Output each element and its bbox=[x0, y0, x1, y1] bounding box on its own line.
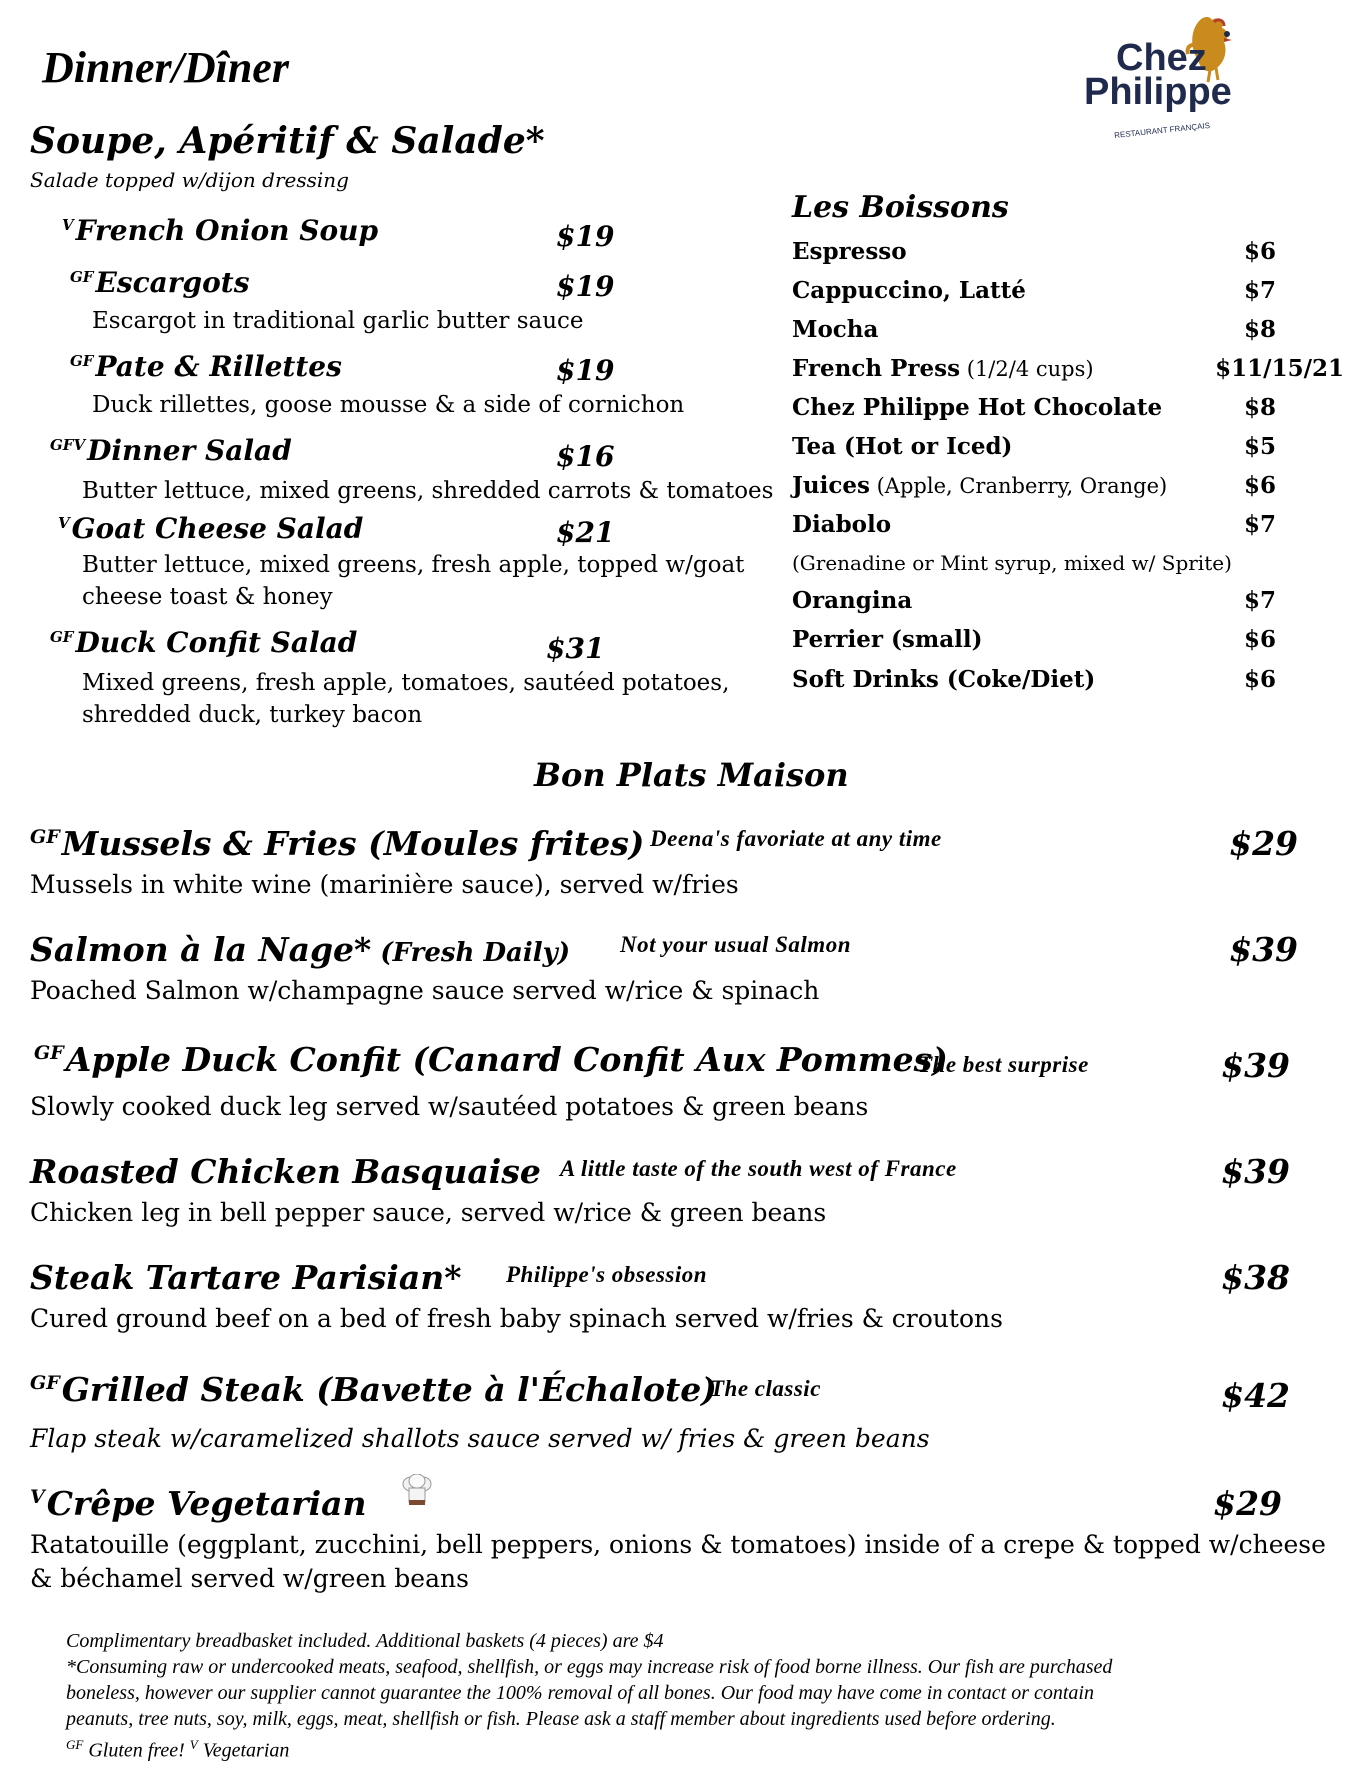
soup-section-note: Salade topped w/dijon dressing bbox=[30, 168, 349, 192]
footer-warning-1: *Consuming raw or undercooked meats, seafood, shellfish, or eggs may increase risk of food borne illness. Our fish are purchased bbox=[66, 1656, 1113, 1678]
item-description: Escargot in traditional garlic butter sauce bbox=[92, 308, 584, 334]
drink-item: Diabolo bbox=[792, 511, 892, 538]
item-price: $39 bbox=[1221, 1152, 1290, 1191]
dietary-tag: GF bbox=[70, 351, 94, 370]
main-item bbox=[30, 1370, 717, 1409]
starter-item bbox=[70, 266, 249, 299]
starter-item bbox=[58, 512, 363, 545]
item-description: Chicken leg in bell pepper sauce, served w/rice & green beans bbox=[30, 1198, 827, 1227]
dietary-tag: GF bbox=[30, 1372, 60, 1394]
chef-note: Deena's favoriate at any time bbox=[650, 826, 942, 851]
starter-item bbox=[50, 626, 357, 659]
item-description: Mussels in white wine (marinière sauce), served w/fries bbox=[30, 870, 739, 899]
item-description: Duck rillettes, goose mousse & a side of cornichon bbox=[92, 392, 685, 418]
dietary-tag: GF bbox=[50, 627, 74, 646]
dietary-tag: V bbox=[58, 513, 70, 532]
item-name: Crêpe Vegetarian bbox=[46, 1484, 367, 1523]
dietary-tag: V bbox=[62, 215, 74, 234]
main-item bbox=[30, 1152, 541, 1191]
drink-item: Soft Drinks (Coke/Diet) bbox=[792, 666, 1096, 693]
logo-subtitle: RESTAURANT FRANÇAIS bbox=[1113, 120, 1211, 141]
item-name: Steak Tartare Parisian* bbox=[30, 1258, 462, 1297]
dietary-tag: V bbox=[30, 1486, 45, 1508]
drink-item: Cappuccino, Latté bbox=[792, 277, 1026, 304]
item-description: Butter lettuce, mixed greens, shredded carrots & tomatoes bbox=[82, 478, 774, 504]
footer-breadbasket: Complimentary breadbasket included. Additional baskets (4 pieces) are $4 bbox=[66, 1630, 664, 1652]
item-name: Apple Duck Confit (Canard Confit Aux Pommes) bbox=[65, 1040, 948, 1079]
chef-note: A little taste of the south west of France bbox=[560, 1156, 957, 1181]
item-price: $38 bbox=[1221, 1258, 1290, 1297]
item-description: Poached Salmon w/champagne sauce served w/rice & spinach bbox=[30, 976, 820, 1005]
legend-gf-text: Gluten free! bbox=[83, 1739, 190, 1762]
dietary-tag: GF bbox=[70, 267, 94, 286]
item-description: Cured ground beef on a bed of fresh baby spinach served w/fries & croutons bbox=[30, 1304, 1003, 1333]
drink-price: $6 bbox=[1243, 626, 1276, 653]
drink-item: Chez Philippe Hot Chocolate bbox=[792, 394, 1163, 421]
footer-legend bbox=[66, 1732, 289, 1764]
page-title: Dinner/Dîner bbox=[42, 43, 289, 92]
drinks-title: Les Boissons bbox=[792, 190, 1009, 225]
restaurant-logo bbox=[1078, 8, 1258, 148]
item-price: $29 bbox=[1229, 824, 1298, 863]
drink-price: $7 bbox=[1243, 277, 1276, 304]
item-description: Ratatouille (eggplant, zucchini, bell peppers, onions & tomatoes) inside of a crepe & topped w/cheese bbox=[30, 1530, 1326, 1559]
drink-item: French Press (1/2/4 cups) bbox=[792, 355, 1094, 382]
starter-item bbox=[62, 214, 378, 247]
item-subtitle: (Fresh Daily) bbox=[371, 938, 571, 968]
drink-price: $6 bbox=[1243, 666, 1276, 693]
drink-item: Tea (Hot or Iced) bbox=[792, 433, 1013, 460]
logo-text-philippe: Philippe bbox=[1084, 71, 1232, 113]
drink-price: $8 bbox=[1243, 316, 1276, 343]
item-price: $31 bbox=[546, 632, 605, 665]
chef-note: Philippe's obsession bbox=[506, 1262, 708, 1287]
drink-price: $11/15/21 bbox=[1215, 355, 1344, 382]
drink-item: Mocha bbox=[792, 316, 879, 343]
item-price: $39 bbox=[1221, 1046, 1290, 1085]
drink-price: $7 bbox=[1243, 587, 1276, 614]
main-item bbox=[30, 1484, 367, 1523]
item-description-cont: shredded duck, turkey bacon bbox=[82, 702, 423, 728]
item-price: $42 bbox=[1221, 1376, 1290, 1415]
main-item bbox=[30, 1258, 461, 1297]
item-name: Goat Cheese Salad bbox=[71, 512, 364, 545]
drink-price: $6 bbox=[1243, 472, 1276, 499]
item-name: Dinner Salad bbox=[87, 434, 292, 467]
item-name: Pate & Rillettes bbox=[95, 350, 342, 383]
drink-item: Orangina bbox=[792, 587, 913, 614]
drink-price: $6 bbox=[1243, 238, 1276, 265]
item-description: Butter lettuce, mixed greens, fresh apple, topped w/goat bbox=[82, 552, 745, 578]
drink-item: Juices (Apple, Cranberry, Orange) bbox=[792, 472, 1168, 499]
item-price: $19 bbox=[556, 220, 615, 253]
item-description: Mixed greens, fresh apple, tomatoes, sautéed potatoes, bbox=[82, 670, 730, 696]
chef-note: The classic bbox=[710, 1376, 821, 1401]
item-name: Salmon à la Nage* bbox=[30, 930, 372, 969]
item-price: $19 bbox=[556, 270, 615, 303]
item-name: French Onion Soup bbox=[75, 214, 379, 247]
soup-section-title: Soupe, Apéritif & Salade* bbox=[30, 120, 545, 162]
item-name: Mussels & Fries (Moules frites) bbox=[61, 824, 645, 863]
logo-text-chez: Chez bbox=[1116, 37, 1207, 79]
footer-warning-3: peanuts, tree nuts, soy, milk, eggs, meat, shellfish or fish. Please ask a staff member about ingredients used before ordering. bbox=[66, 1708, 1056, 1730]
legend-v-tag: V bbox=[189, 1737, 198, 1752]
item-description: Flap steak w/caramelized shallots sauce served w/ fries & green beans bbox=[30, 1424, 930, 1453]
item-description-cont: cheese toast & honey bbox=[82, 584, 333, 610]
drink-note: (Grenadine or Mint syrup, mixed w/ Sprite) bbox=[792, 551, 1232, 575]
dietary-tag: GFV bbox=[50, 435, 86, 454]
starter-item bbox=[50, 434, 292, 467]
footer-warning-2: boneless, however our supplier cannot guarantee the 100% removal of all bones. Our food may have come in contact or contain bbox=[66, 1682, 1094, 1704]
main-item bbox=[30, 930, 570, 969]
dietary-tag: GF bbox=[34, 1042, 64, 1064]
chef-hat-icon bbox=[402, 1474, 432, 1508]
starter-item bbox=[70, 350, 342, 383]
drink-price: $8 bbox=[1243, 394, 1276, 421]
item-name: Escargots bbox=[95, 266, 250, 299]
item-name: Roasted Chicken Basquaise bbox=[30, 1152, 541, 1191]
legend-v-text: Vegetarian bbox=[197, 1739, 290, 1762]
item-price: $29 bbox=[1213, 1484, 1282, 1523]
drink-item: Perrier (small) bbox=[792, 626, 983, 653]
dietary-tag: GF bbox=[30, 826, 60, 848]
item-name: Duck Confit Salad bbox=[75, 626, 358, 659]
item-price: $19 bbox=[556, 354, 615, 387]
item-price: $39 bbox=[1229, 930, 1298, 969]
chef-note: Not your usual Salmon bbox=[620, 932, 851, 957]
legend-gf-tag: GF bbox=[66, 1737, 84, 1752]
item-description-cont: & béchamel served w/green beans bbox=[30, 1564, 469, 1593]
drink-item: Espresso bbox=[792, 238, 907, 265]
chef-note: The best surprise bbox=[918, 1052, 1089, 1077]
main-item bbox=[30, 824, 644, 863]
item-price: $21 bbox=[556, 516, 615, 549]
item-price: $16 bbox=[556, 440, 615, 473]
mains-title: Bon Plats Maison bbox=[534, 756, 849, 794]
main-item bbox=[34, 1040, 948, 1079]
drink-price: $7 bbox=[1243, 511, 1276, 538]
item-description: Slowly cooked duck leg served w/sautéed potatoes & green beans bbox=[30, 1092, 869, 1121]
item-name: Grilled Steak (Bavette à l'Échalote) bbox=[61, 1370, 717, 1409]
drink-price: $5 bbox=[1243, 433, 1276, 460]
